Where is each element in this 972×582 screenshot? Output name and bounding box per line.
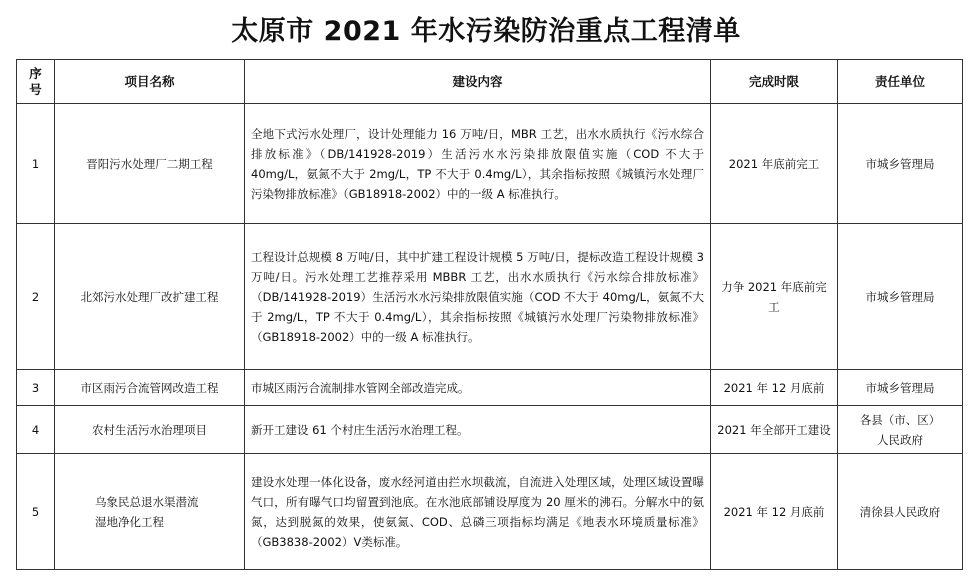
row-name: 北郊污水处理厂改扩建工程 [55, 224, 245, 370]
row-unit: 市城乡管理局 [838, 104, 963, 224]
table-row [17, 104, 963, 224]
header-content: 建设内容 [245, 60, 711, 104]
row-content: 新开工建设 61 个村庄生活污水治理工程。 [245, 406, 711, 454]
row-name: 乌象民总退水渠潜流湿地净化工程 [55, 454, 245, 570]
row-seq: 1 [17, 104, 55, 224]
row-deadline: 2021 年 12 月底前 [711, 454, 838, 570]
row-content: 建设水处理一体化设备，废水经河道由拦水坝截流，自流进入处理区域，处理区域设置曝气口，所有曝气口均留置到池底。在水池底部铺设厚度为 20 厘米的沸石。分解水中的氨氮，达到脱氮的效果，使氨氮、COD、总磷三项指标均满足《地表水环境质量标准》（GB3838-2002）Ⅴ类标准。 [245, 454, 711, 570]
table-row [17, 370, 963, 406]
page-title: 太原市 2021 年水污染防治重点工程清单 [231, 16, 741, 47]
row-content: 工程设计总规模 8 万吨/日，其中扩建工程设计规模 5 万吨/日，提标改造工程设计规模 3 万吨/日。污水处理工艺推荐采用 MBBR 工艺，出水水质执行《污水综合排放标准》（DB/141928-2019）生活污水水污染排放限值实施（COD 不大于 40mg/L，氨氮不大于 2mg/L，TP 不大于 0.4mg/L），其余指标按照《城镇污水处理厂污染物排放标准》（GB18918-2002）中的一级 A 标准执行。 [245, 224, 711, 370]
row-unit: 市城乡管理局 [838, 370, 963, 406]
header-unit: 责任单位 [838, 60, 963, 104]
row-content: 市城区雨污合流制排水管网全部改造完成。 [245, 370, 711, 406]
row-name: 农村生活污水治理项目 [55, 406, 245, 454]
row-name: 晋阳污水处理厂二期工程 [55, 104, 245, 224]
header-deadline: 完成时限 [711, 60, 838, 104]
row-unit: 各县（市、区）人民政府 [838, 406, 963, 454]
table-row [17, 406, 963, 454]
row-seq: 5 [17, 454, 55, 570]
row-unit: 市城乡管理局 [838, 224, 963, 370]
row-name: 市区雨污合流管网改造工程 [55, 370, 245, 406]
row-seq: 4 [17, 406, 55, 454]
header-name: 项目名称 [55, 60, 245, 104]
row-deadline: 2021 年 12 月底前 [711, 370, 838, 406]
row-deadline: 2021 年底前完工 [711, 104, 838, 224]
row-unit: 清徐县人民政府 [838, 454, 963, 570]
table-header-row [17, 60, 963, 104]
row-seq: 3 [17, 370, 55, 406]
row-seq: 2 [17, 224, 55, 370]
row-deadline: 2021 年全部开工建设 [711, 406, 838, 454]
row-content: 全地下式污水处理厂，设计处理能力 16 万吨/日，MBR 工艺，出水水质执行《污水综合排放标准》（DB/141928-2019）生活污水水污染排放限值实施（COD 不大于 40mg/L，氨氮不大于 2mg/L，TP 不大于 0.4mg/L），其余指标按照《城镇污水处理厂污染物排放标准》（GB18918-2002）中的一级 A 标准执行。 [245, 104, 711, 224]
row-deadline: 力争 2021 年底前完工 [711, 224, 838, 370]
table-row [17, 454, 963, 570]
project-table [16, 59, 963, 570]
header-seq: 序号 [17, 60, 55, 104]
table-row [17, 224, 963, 370]
